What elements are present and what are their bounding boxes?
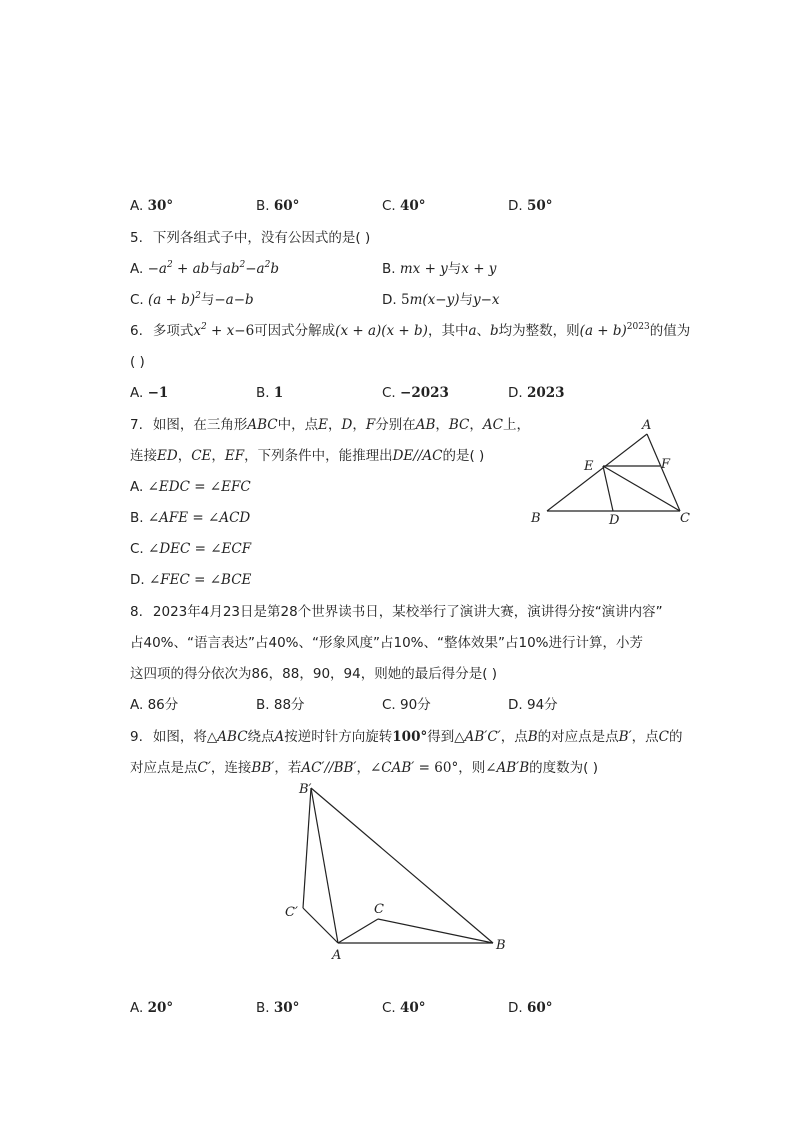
segment-ac [647, 434, 680, 511]
q4-option-b: B. 60° [256, 198, 300, 214]
q7-option-a: A. ∠EDC = ∠EFC [130, 479, 251, 495]
segment-ac [338, 919, 378, 943]
label-e: E [584, 459, 594, 474]
label-b: B [531, 511, 541, 526]
q5-option-c: C. $(a + b)^2$与−a−b [130, 291, 254, 308]
label-a: A [332, 948, 342, 963]
q4-option-c: C. 40° [382, 198, 426, 214]
q9-stem: 9. 如图，将△ABC绕点A按逆时针方向旋转100°得到△AB′C′，点B的对应点是点B′，点C的 [130, 729, 683, 745]
q7-option-c: C. ∠DEC = ∠ECF [130, 541, 252, 557]
q5-option-a: A. $-a^2$ + ab与$ab^2-a^2b$ [130, 260, 279, 277]
q9-option-c: C. 40° [382, 1000, 426, 1016]
q7-stem: 7. 如图，在三角形ABC中，点E，D，F分别在AB，BC，AC上， [130, 417, 530, 433]
label-d: D [609, 513, 620, 528]
label-a: A [642, 418, 652, 433]
q6-option-b: B. 1 [256, 385, 284, 401]
q9-option-a: A. 20° [130, 1000, 174, 1016]
q6-stem: 6. 多项式$x^2 + x-6$可因式分解成(x + a)(x + b)，其中a、b均为整数，则$(a + b)^{2023}$的值为 [130, 322, 691, 339]
q4-option-d: D. 50° [508, 198, 553, 214]
q8-option-b: B. 88分 [256, 697, 305, 713]
label-f: F [661, 457, 671, 472]
segment-bb-prime [311, 788, 493, 943]
q5-option-d: D. 5m(x−y)与y−x [382, 292, 500, 308]
q9-rotation-figure [280, 778, 520, 963]
q6-option-d: D. 2023 [508, 385, 565, 401]
q4-option-a: A. 30° [130, 198, 174, 214]
label-b-prime: B′ [299, 782, 312, 797]
q7-stem-cont: 连接ED，CE，EF，下列条件中，能推理出DE//AC的是( ) [130, 448, 485, 464]
q8-option-c: C. 90分 [382, 697, 431, 713]
label-c-prime: C′ [285, 905, 298, 920]
q9-option-b: B. 30° [256, 1000, 300, 1016]
q8-option-d: D. 94分 [508, 697, 558, 713]
segment-ed [603, 466, 613, 511]
q6-option-c: C. −2023 [382, 385, 449, 401]
q6-option-a: A. −1 [130, 385, 169, 401]
segment-cb [378, 919, 493, 943]
q9-stem-cont: 对应点是点C′，连接BB′，若AC′//BB′，∠CAB′ = 60°，则∠AB′B的度数为( ) [130, 760, 598, 776]
q9-option-d: D. 60° [508, 1000, 553, 1016]
label-c: C [680, 511, 690, 526]
q8-stem: 8. 2023年4月23日是第28个世界读书日，某校举行了演讲大赛，演讲得分按“演讲内容” [130, 604, 663, 620]
q7-option-d: D. ∠FEC = ∠BCE [130, 572, 252, 588]
segment-b-prime-c-prime [303, 788, 311, 908]
q7-triangle-figure [520, 410, 700, 535]
q7-option-b: B. ∠AFE = ∠ACD [130, 510, 251, 526]
q5-stem: 5. 下列各组式子中，没有公因式的是( ) [130, 230, 371, 246]
q8-stem-line3: 这四项的得分依次为86，88，90，94，则她的最后得分是( ) [130, 666, 498, 682]
segment-ab [547, 434, 647, 511]
label-b: B [496, 938, 506, 953]
q6-stem-cont: ( ) [130, 354, 145, 370]
q8-option-a: A. 86分 [130, 697, 179, 713]
segment-ec [603, 466, 680, 511]
q8-stem-line2: 占40%、“语言表达”占40%、“形象风度”占10%、“整体效果”占10%进行计算，小芳 [130, 635, 643, 651]
label-c: C [374, 902, 384, 917]
q5-option-b: B. mx + y与x + y [382, 261, 497, 277]
